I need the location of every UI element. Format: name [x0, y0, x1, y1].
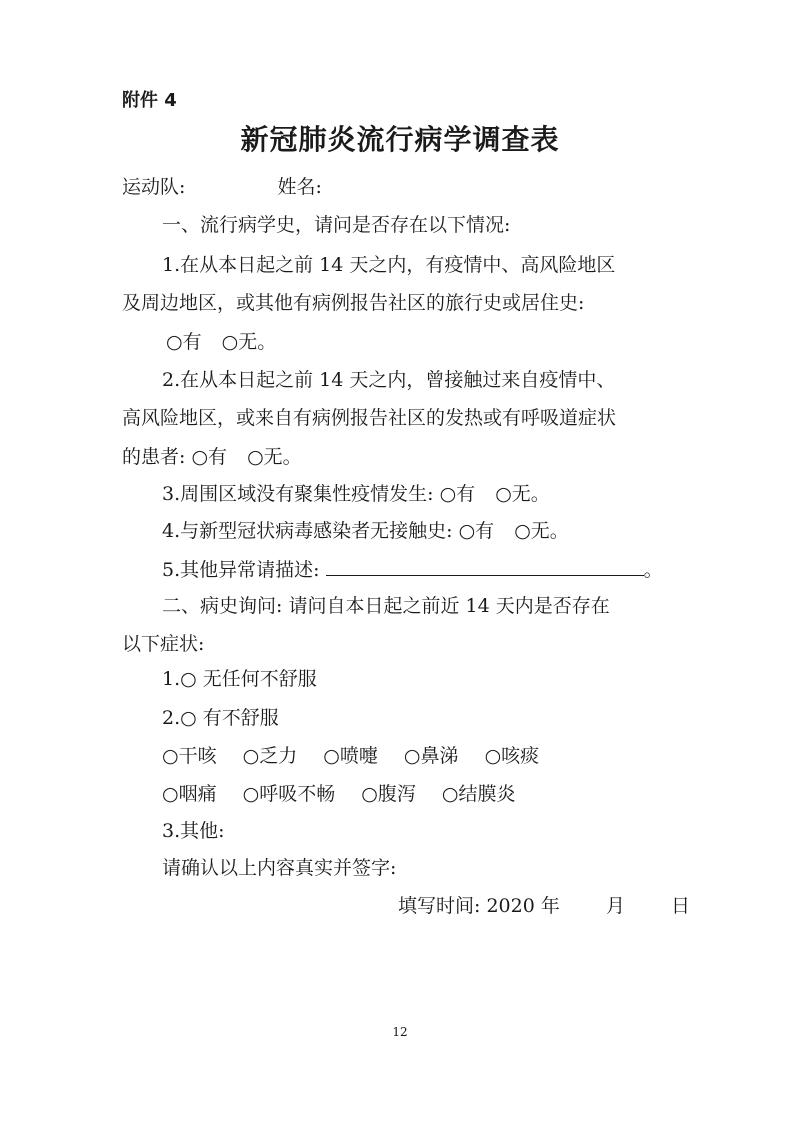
q2-option-no[interactable]: ○无。 [247, 446, 302, 468]
fill-time-month: 月 [605, 895, 625, 917]
q1-option-yes[interactable]: ○有 [166, 331, 202, 353]
symptom-runny-nose[interactable]: ○鼻涕 [403, 745, 459, 767]
symptoms-row2 [0, 785, 800, 804]
fill-time-line [0, 897, 800, 916]
q4-option-yes[interactable]: ○有 [458, 520, 495, 542]
symptoms-row1 [0, 747, 800, 766]
name-label: 姓名: [277, 176, 322, 198]
fill-time-label: 填写时间: 2020 年 [398, 895, 560, 917]
section2-heading-line1: 二、病史询问: 请问自本日起之前近 14 天内是否存在 [162, 595, 610, 617]
header-line [0, 178, 800, 197]
q2-line2: 高风险地区，或来自有病例报告社区的发热或有呼吸道症状 [122, 407, 617, 429]
q1-option-no[interactable]: ○无。 [221, 331, 277, 353]
section1-heading: 一、流行病学史，请问是否存在以下情况: [162, 214, 511, 236]
q5-line [0, 559, 800, 580]
q2-label: 的患者: [122, 446, 186, 468]
symptom-diarrhea[interactable]: ○腹泻 [361, 783, 416, 805]
page-title: 新冠肺炎流行病学调查表 [240, 123, 560, 156]
q4-line [0, 522, 800, 541]
fill-time-day: 日 [671, 895, 691, 917]
q2-option-yes[interactable]: ○有 [191, 446, 228, 468]
section2-heading-line2: 以下症状: [122, 633, 205, 655]
discomfort-option[interactable]: 2.○ 有不舒服 [162, 707, 279, 729]
q5-label: 5.其他异常请描述: [162, 559, 320, 581]
q3-option-yes[interactable]: ○有 [439, 483, 476, 505]
q3-line [0, 485, 800, 504]
q1-line1: 1.在从本日起之前 14 天之内，有疫情中、高风险地区 [162, 254, 616, 276]
confirm-text: 请确认以上内容真实并签字: [162, 857, 397, 879]
symptom-dry-cough[interactable]: ○干咳 [162, 745, 217, 767]
symptom-conjunctivitis[interactable]: ○结膜炎 [441, 783, 516, 805]
symptom-shortness-of-breath[interactable]: ○呼吸不畅 [242, 783, 336, 805]
q3-option-no[interactable]: ○无。 [495, 483, 550, 505]
page-number: 12 [392, 1025, 408, 1039]
q4-option-no[interactable]: ○无。 [514, 520, 569, 542]
attachment-label: 附件 4 [122, 90, 177, 111]
team-label: 运动队: [122, 176, 186, 198]
no-discomfort-option[interactable]: 1.○ 无任何不舒服 [162, 668, 317, 690]
q2-line1: 2.在从本日起之前 14 天之内，曾接触过来自疫情中、 [162, 369, 616, 391]
q5-end: 。 [643, 559, 663, 581]
q2-line3 [0, 448, 800, 467]
q1-options [0, 333, 800, 352]
q4-label: 4.与新型冠状病毒感染者无接触史: [162, 520, 453, 542]
q3-label: 3.周围区域没有聚集性疫情发生: [162, 483, 434, 505]
q5-blank-field[interactable] [326, 559, 644, 576]
symptom-sneeze[interactable]: ○喷嚏 [323, 745, 378, 767]
symptom-sore-throat[interactable]: ○咽痛 [162, 783, 217, 805]
other-symptoms: 3.其他: [162, 820, 225, 842]
symptom-phlegm[interactable]: ○咳痰 [484, 745, 540, 767]
q1-line2: 及周边地区，或其他有病例报告社区的旅行史或居住史: [122, 292, 585, 314]
symptom-fatigue[interactable]: ○乏力 [242, 745, 298, 767]
